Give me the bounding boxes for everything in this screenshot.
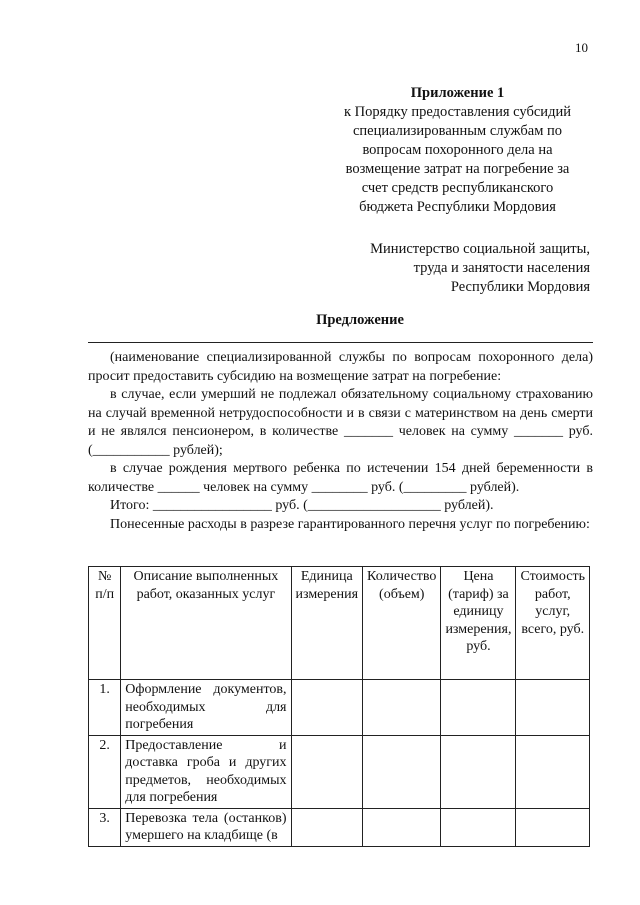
addressee-line: труда и занятости населения (413, 260, 590, 276)
page-number: 10 (575, 40, 588, 55)
row-total-cell (516, 735, 590, 808)
row-description: Оформление документов, необходимых для погребения (121, 680, 291, 736)
addressee-line: Министерство социальной защиты, (370, 241, 590, 257)
header-number: № п/п (89, 567, 121, 680)
row-total-cell (516, 808, 590, 846)
annex-line: вопросам похоронного дела на (362, 142, 553, 158)
row-unit-cell (291, 808, 363, 846)
row-price-cell (441, 735, 516, 808)
document-body (88, 326, 593, 534)
header-unit: Единица измерения (291, 567, 363, 680)
header-total: Стоимость работ, услуг, всего, руб. (516, 567, 590, 680)
row-quantity-cell (363, 735, 441, 808)
paragraph-expenses: Понесенные расходы в разрезе гарантированного перечня услуг по погребению: (110, 516, 590, 532)
table-row (89, 680, 590, 736)
annex-line: к Порядку предоставления субсидий (344, 104, 571, 120)
addressee-block (290, 240, 590, 297)
annex-line: бюджета Республики Мордовия (359, 199, 556, 215)
paragraph-total: Итого: _________________ руб. (___________________ рублей). (110, 498, 494, 513)
services-table (88, 566, 590, 847)
row-price-cell (441, 808, 516, 846)
row-description: Предоставление и доставка гроба и других предметов, необходимых для погребения (121, 735, 291, 808)
row-quantity-cell (363, 680, 441, 736)
row-number: 1. (89, 680, 121, 736)
row-number: 2. (89, 735, 121, 808)
annex-line: возмещение затрат на погребение за (345, 161, 570, 177)
document-title: Предложение (316, 312, 404, 328)
table-row (89, 808, 590, 846)
header-description: Описание выполненных работ, оказанных услуг (121, 567, 291, 680)
annex-line: счет средств республиканского (361, 180, 554, 196)
row-description: Перевозка тела (останков) умершего на кладбище (в (121, 808, 291, 846)
table-header-row (89, 567, 590, 680)
paragraph-case-1: в случае, если умерший не подлежал обязательному социальному страхованию на случай временной нетрудоспособности и в связи с материнством на день смерти и не являлся пенсионером, в количестве _______ человек на сумму _______ руб. (___________ рублей); (88, 387, 593, 458)
header-price: Цена (тариф) за единицу измерения, руб. (441, 567, 516, 680)
table-row (89, 735, 590, 808)
paragraph-case-2: в случае рождения мертвого ребенка по истечении 154 дней беременности в количестве ______ человек на сумму ________ руб. (_________ рублей). (88, 461, 593, 495)
annex-line: специализированным службам по (352, 123, 563, 139)
row-unit-cell (291, 680, 363, 736)
row-number: 3. (89, 808, 121, 846)
row-quantity-cell (363, 808, 441, 846)
header-quantity: Количество (объем) (363, 567, 441, 680)
service-name-blank (88, 326, 593, 343)
annex-title: Приложение 1 (410, 85, 505, 101)
row-total-cell (516, 680, 590, 736)
row-unit-cell (291, 735, 363, 808)
annex-block (330, 84, 585, 217)
paragraph-intro: (наименование специализированной службы по вопросам похоронного дела) просит предоставить субсидию на возмещение затрат на погребение: (88, 350, 593, 384)
addressee-line: Республики Мордовия (450, 279, 590, 295)
row-price-cell (441, 680, 516, 736)
